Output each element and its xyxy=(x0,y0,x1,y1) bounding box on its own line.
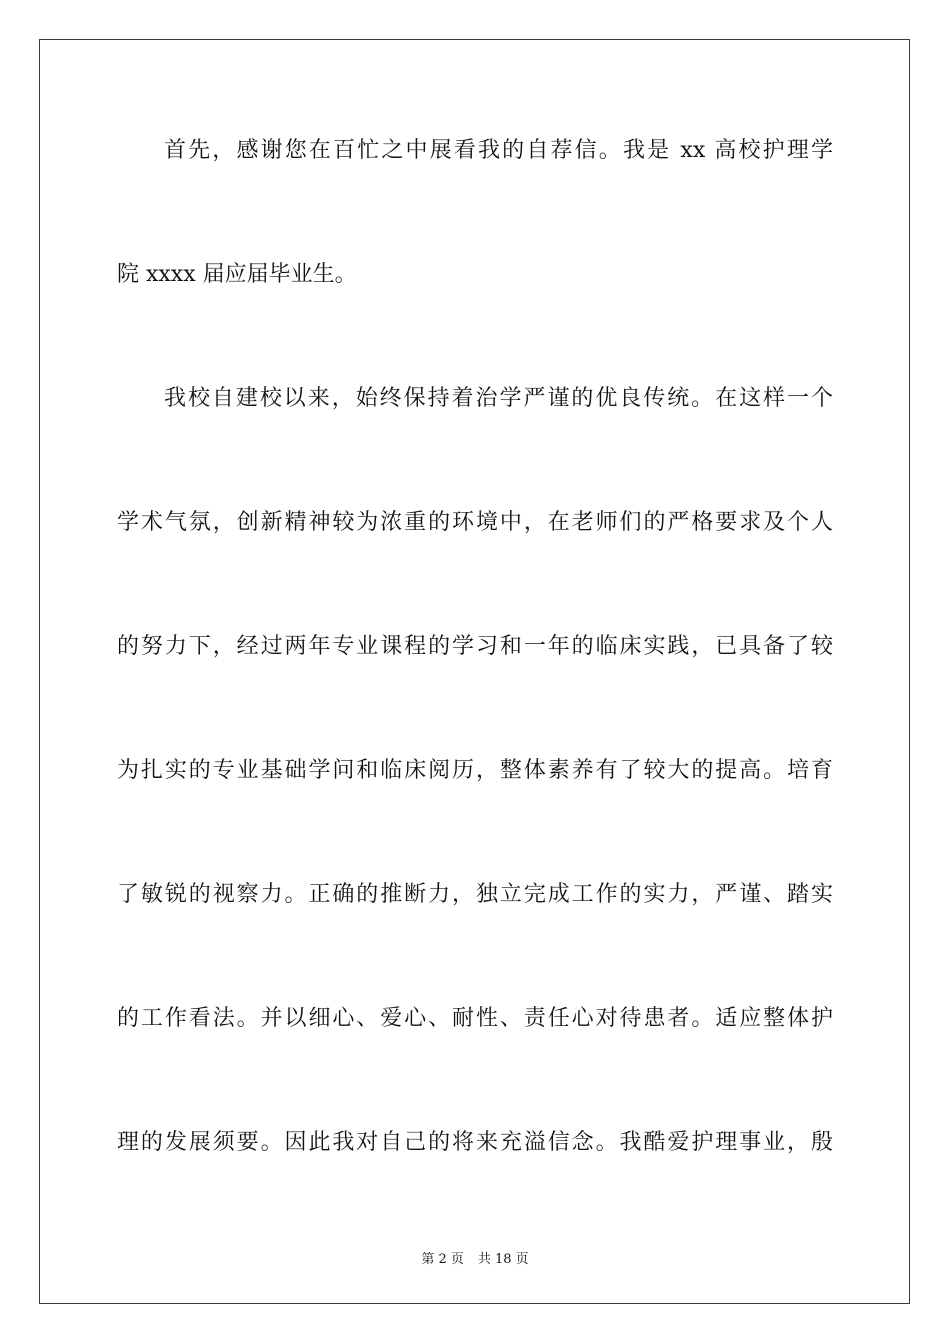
page-total: 共 18 页 xyxy=(477,1252,529,1267)
paragraph-1-line-2: 院 xxxx 届应届毕业生。 xyxy=(117,262,357,287)
paragraph-2-line-3: 的努力下，经过两年专业课程的学习和一年的临床实践，已具备了较 xyxy=(117,634,833,659)
paragraph-2-line-7: 理的发展须要。因此我对自己的将来充溢信念。我酷爱护理事业，殷 xyxy=(117,1130,833,1155)
paragraph-2-line-2: 学术气氛，创新精神较为浓重的环境中，在老师们的严格要求及个人 xyxy=(117,510,833,535)
page-footer xyxy=(0,1248,950,1267)
page-number: 第 2 页 xyxy=(421,1252,464,1267)
paragraph-2-line-1: 我校自建校以来，始终保持着治学严谨的优良传统。在这样一个 xyxy=(164,386,833,411)
paragraph-2-line-5: 了敏锐的视察力。正确的推断力，独立完成工作的实力，严谨、踏实 xyxy=(117,882,833,907)
paragraph-1-line-1: 首先，感谢您在百忙之中展看我的自荐信。我是 xx 高校护理学 xyxy=(164,138,833,163)
page-frame xyxy=(39,39,910,1304)
paragraph-2-line-6: 的工作看法。并以细心、爱心、耐性、责任心对待患者。适应整体护 xyxy=(117,1006,833,1031)
paragraph-2-line-4: 为扎实的专业基础学问和临床阅历，整体素养有了较大的提高。培育 xyxy=(117,758,833,783)
